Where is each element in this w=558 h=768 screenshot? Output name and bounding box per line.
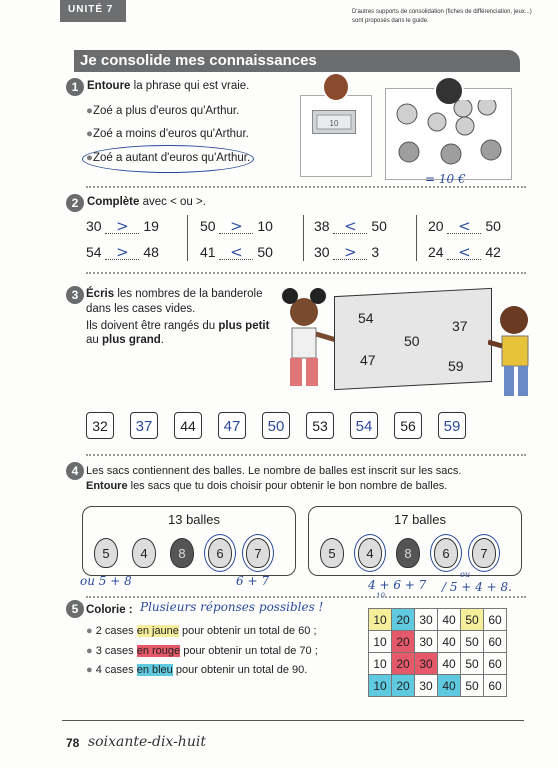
comparison-item [86,218,159,234]
comparison-right: 19 [143,218,159,234]
ex1-answer-circle [82,145,254,173]
ball-bag[interactable]: 6 [434,538,458,568]
ball-bag[interactable]: 4 [358,538,382,568]
zoe-avatar [322,72,350,102]
ball-bag[interactable]: 7 [246,538,270,568]
ex1-instruction [87,80,249,92]
ex4-line-2: Entoure les sacs que tu dois choisir pour obtenir le bon nombre de balles. [86,480,448,492]
exercise-4-number: 4 [66,462,84,480]
comparison-left: 54 [86,244,102,260]
page-number-words: soixante-dix-huit [88,734,206,750]
header-note: D'autres supports de consolidation (fiches de différenciation, jeux...) sont proposés dans le guide. [352,9,532,24]
comparison-item [428,218,501,234]
grid-cell[interactable]: 50 [461,609,484,631]
comparison-item [314,244,379,260]
ex3-line-1: Écris les nombres de la banderole [86,288,263,300]
ex3-line-2: dans les cases vides. [86,303,196,315]
ex2-separator-1 [187,215,188,261]
answer-cell: 32 [86,412,114,439]
zoe-money-panel [300,95,372,177]
ex1-option-1[interactable]: ●Zoé a plus d'euros qu'Arthur. [86,105,240,117]
grid-cell[interactable]: 10 [369,653,392,675]
grid-cell[interactable]: 20 [392,609,415,631]
ex1-instruction-rest: la phrase qui est vraie. [133,80,250,92]
comparison-item [314,218,387,234]
ex5-hand-note: Plusieurs réponses possibles ! [140,600,324,614]
comparison-sign-answer[interactable]: < [447,219,481,234]
ball-bag[interactable]: 4 [132,538,156,568]
girl-illustration [276,282,336,392]
grid-cell[interactable]: 60 [484,675,507,697]
ex2-instruction-rest: avec < ou >. [142,196,206,208]
grid-cell[interactable]: 30 [415,631,438,653]
ex5-label: Colorie : [86,604,133,616]
comparison-item [200,218,273,234]
ex1-handwritten-total: = 10 € [425,172,466,186]
answer-cell: 44 [174,412,202,439]
comparison-sign-answer[interactable]: > [219,219,253,234]
grid-row [369,631,507,653]
ex2-instruction [87,196,206,208]
grid-cell[interactable]: 10 [369,609,392,631]
comparison-left: 24 [428,244,444,260]
banner-number-37: 37 [452,318,468,334]
ex2-instruction-verb: Complète [87,196,140,208]
grid-cell[interactable]: 30 [415,675,438,697]
comparison-right: 50 [371,218,387,234]
banner-number-47: 47 [360,352,376,368]
unit-tag: UNITÉ 7 [60,0,126,22]
comparison-item [86,244,159,260]
comparison-sign-answer[interactable]: < [447,245,481,260]
answer-cell[interactable]: 59 [438,412,466,439]
ex2-separator-3 [416,215,417,261]
ball-bag[interactable]: 8 [170,538,194,568]
ex4-hand-answer-1a: ou 5 + 8 [80,574,132,588]
comparison-sign-answer[interactable]: > [105,219,139,234]
ex3-line-4: au plus grand. [86,334,164,346]
comparison-item [428,244,501,260]
ex4-hand-answer-2b: / 5 + 4 + 8. [442,580,512,594]
grid-cell[interactable]: 20 [392,631,415,653]
comparison-left: 20 [428,218,444,234]
answer-cell[interactable]: 37 [130,412,158,439]
answer-cell[interactable]: 50 [262,412,290,439]
divider-4 [86,596,526,598]
ball-bag[interactable]: 7 [472,538,496,568]
answer-cell[interactable]: 47 [218,412,246,439]
comparison-right: 48 [143,244,159,260]
ex4-hand-answer-1b: 6 + 7 [236,574,269,588]
grid-cell[interactable]: 40 [438,675,461,697]
grid-cell[interactable]: 50 [461,653,484,675]
bag-group-13-title: 13 balles [168,512,221,527]
bag-group-17-title: 17 balles [394,512,447,527]
grid-cell[interactable]: 60 [484,653,507,675]
comparison-right: 10 [257,218,273,234]
grid-row [369,609,507,631]
ex4-hand-answer-2-ou: ou [460,570,470,579]
ex1-instruction-verb: Entoure [87,80,131,92]
coins-icon [395,100,505,172]
ex4-hand-answer-2-sub: 10 [376,592,385,600]
ex1-option-3[interactable]: ●Zoé a autant d'euros qu'Arthur. [86,152,251,164]
answer-cell: 53 [306,412,334,439]
ex4-line-1: Les sacs contiennent des balles. Le nombre de balles est inscrit sur les sacs. [86,465,462,477]
comparison-left: 41 [200,244,216,260]
grid-cell[interactable]: 20 [392,653,415,675]
bag-circle-mark [354,534,386,572]
banner-number-54: 54 [358,310,374,326]
grid-cell[interactable]: 50 [461,675,484,697]
answer-cell: 56 [394,412,422,439]
bag-circle-mark [430,534,462,572]
divider-3 [86,454,526,456]
grid-cell[interactable]: 60 [484,609,507,631]
ex4-hand-answer-2a: 4 + 6 + 7 [368,578,427,592]
comparison-right: 50 [485,218,501,234]
comparison-item [200,244,273,260]
ball-bag[interactable]: 5 [94,538,118,568]
grid-cell[interactable]: 30 [415,609,438,631]
section-title: Je consolide mes connaissances [80,52,317,69]
comparison-right: 3 [371,244,380,260]
bag-circle-mark [468,534,500,572]
comparison-right: 50 [257,244,273,260]
divider-1 [86,186,526,188]
footer-rule [62,720,524,721]
grid-cell[interactable]: 40 [438,609,461,631]
bag-circle-mark [204,534,236,572]
grid-cell[interactable]: 60 [484,631,507,653]
ball-bag[interactable]: 8 [396,538,420,568]
comparison-left: 30 [86,218,102,234]
ex1-option-2[interactable]: ●Zoé a moins d'euros qu'Arthur. [86,128,249,140]
ex5-line-3: ● 4 cases en bleu pour obtenir un total de 90. [86,664,308,676]
ex5-line-1: ● 2 cases en jaune pour obtenir un total de 60 ; [86,625,317,637]
ex5-line-2: ● 3 cases en rouge pour obtenir un total de 70 ; [86,645,318,657]
banner-number-59: 59 [448,358,464,374]
exercise-5-number: 5 [66,600,84,618]
exercise-1-number: 1 [66,78,84,96]
banknote-icon [312,110,356,134]
exercise-3-number: 3 [66,286,84,304]
svg-text:10: 10 [329,119,339,128]
grid-cell[interactable]: 30 [415,653,438,675]
page-number: 78 [66,736,80,750]
answer-cell[interactable]: 54 [350,412,378,439]
comparison-right: 42 [485,244,501,260]
grid-cell[interactable]: 40 [438,653,461,675]
grid-cell[interactable]: 40 [438,631,461,653]
grid-cell[interactable]: 10 [369,631,392,653]
ball-bag[interactable]: 6 [208,538,232,568]
bag-circle-mark [242,534,274,572]
grid-cell[interactable]: 50 [461,631,484,653]
ex2-separator-2 [303,215,304,261]
comparison-left: 38 [314,218,330,234]
grid-cell[interactable]: 20 [392,675,415,697]
comparison-sign-answer[interactable]: > [105,245,139,260]
grid-cell[interactable]: 10 [369,675,392,697]
divider-2 [86,272,526,274]
boy-illustration [488,296,534,400]
comparison-left: 30 [314,244,330,260]
ex5-number-grid [368,608,507,697]
comparison-sign-answer[interactable]: < [219,245,253,260]
grid-row [369,675,507,697]
ex3-line-3: Ils doivent être rangés du plus petit [86,320,270,332]
ball-bag[interactable]: 5 [320,538,344,568]
comparison-sign-answer[interactable]: < [333,219,367,234]
exercise-2-number: 2 [66,194,84,212]
comparison-sign-answer[interactable]: > [333,245,367,260]
grid-row [369,653,507,675]
banner-number-50: 50 [404,333,420,349]
comparison-left: 50 [200,218,216,234]
